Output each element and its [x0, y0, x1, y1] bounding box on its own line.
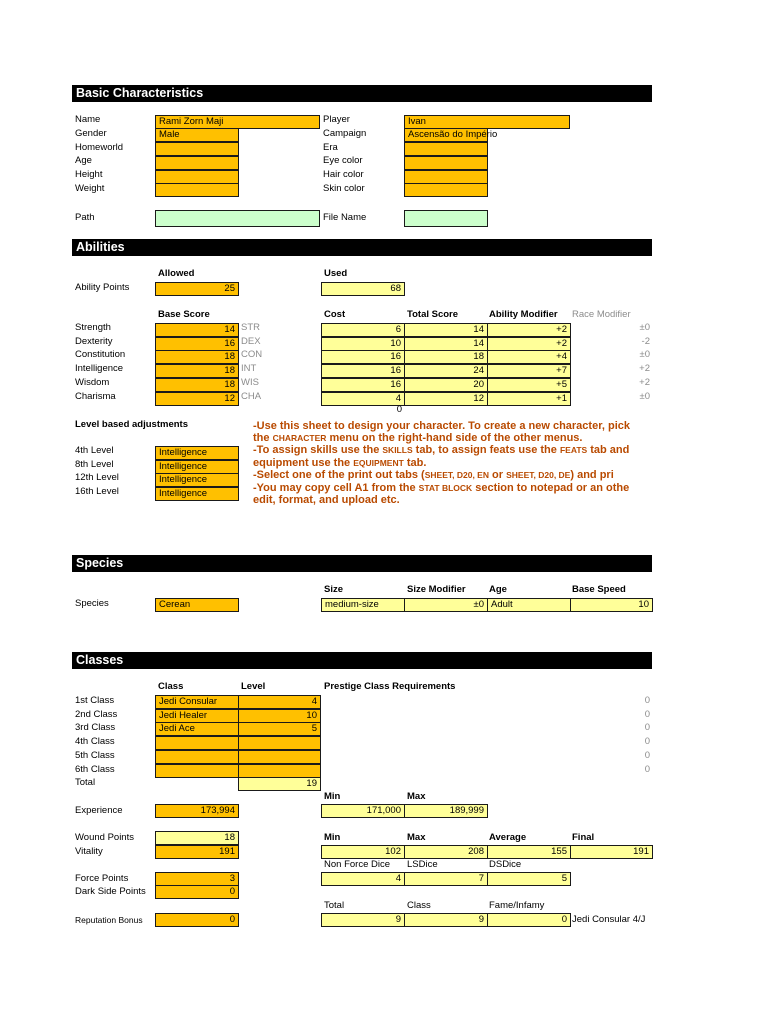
weight-field[interactable] — [155, 183, 239, 197]
allowed-header: Allowed — [158, 268, 195, 279]
ability-total-score: 14 — [404, 337, 488, 351]
era-field[interactable] — [404, 142, 488, 156]
ability-abbreviation: CHA — [241, 390, 262, 402]
experience-max: 189,999 — [404, 804, 488, 818]
instruction-text: tab. — [403, 457, 427, 469]
ability-base-score[interactable]: 18 — [155, 350, 239, 364]
ability-abbreviation: STR — [241, 322, 260, 333]
ability-points-label: Ability Points — [75, 282, 130, 293]
class-slot-label: 6th Class — [75, 763, 115, 775]
ability-total-score: 20 — [404, 378, 488, 392]
dark-side-points-label: Dark Side Points — [75, 886, 146, 897]
ability-name: Constitution — [75, 349, 126, 361]
age-label: Age — [75, 155, 92, 166]
instruction-text: -Use this sheet to design your character. To create a new character, pick — [253, 420, 630, 432]
ability-cost: 16 — [321, 378, 405, 392]
ability-modifier: +2 — [487, 323, 571, 337]
age-header: Age — [489, 584, 507, 595]
wound-points-value: 18 — [155, 831, 239, 845]
level-adjustments-label: Level based adjustments — [75, 419, 188, 430]
class-slot-label: 5th Class — [75, 749, 115, 761]
instruction-text: or — [488, 469, 507, 481]
race-modifier: ±0 — [639, 349, 650, 361]
instruction-text: section to notepad or an othe — [472, 482, 630, 494]
campaign-label: Campaign — [323, 128, 367, 139]
ls-dice-header: LSDice — [407, 859, 438, 870]
prestige-requirement-value: 0 — [644, 763, 650, 775]
reputation-total-header: Total — [324, 900, 345, 911]
instruction-text: -You may copy cell A1 from the — [253, 482, 419, 494]
non-force-dice-header: Non Force Dice — [324, 859, 390, 870]
homeworld-field[interactable] — [155, 142, 239, 156]
ability-name: Charisma — [75, 390, 116, 402]
experience-label: Experience — [75, 805, 123, 816]
ability-total-score: 12 — [404, 392, 488, 406]
ability-abbreviation: DEX — [241, 335, 261, 347]
gender-label: Gender — [75, 128, 107, 139]
fame-infamy-header: Fame/Infamy — [489, 900, 545, 911]
experience-field[interactable]: 173,994 — [155, 804, 239, 818]
class-select[interactable] — [155, 736, 239, 750]
prestige-requirement-value: 0 — [644, 722, 650, 734]
vitality-label: Vitality — [75, 846, 103, 857]
class-slot-label: 2nd Class — [75, 708, 118, 720]
class-slot-label: 1st Class — [75, 695, 115, 706]
instruction-line-1 — [253, 420, 653, 433]
exp-min-header: Min — [324, 791, 341, 802]
ability-cost: 4 — [321, 392, 405, 406]
ability-total-score: 14 — [404, 323, 488, 337]
force-points-field[interactable]: 3 — [155, 872, 239, 886]
base-speed-field: 10 — [570, 598, 653, 612]
class-select[interactable]: Jedi Healer — [155, 709, 239, 723]
vitality-average: 155 — [487, 845, 571, 859]
class-select[interactable]: Jedi Consular — [155, 695, 239, 709]
age-category-field: Adult — [487, 598, 571, 612]
section-header-basic: Basic Characteristics — [72, 85, 652, 102]
class-level-field[interactable]: 4 — [238, 695, 321, 709]
ability-cost: 10 — [321, 337, 405, 351]
instruction-text: ) and pri — [570, 469, 614, 481]
homeworld-label: Homeworld — [75, 142, 124, 153]
level-adjustment-select[interactable]: Intelligence — [155, 487, 239, 501]
ability-abbreviation: INT — [241, 363, 257, 375]
dark-side-points-field[interactable]: 0 — [155, 885, 239, 899]
ability-abbreviation: CON — [241, 349, 263, 361]
level-adjustment-label: 4th Level — [75, 445, 114, 456]
level-adjustment-select[interactable]: Intelligence — [155, 473, 239, 487]
ability-modifier: +4 — [487, 350, 571, 364]
class-slot-label: 3rd Class — [75, 722, 116, 734]
vitality-final-header: Final — [572, 832, 595, 843]
race-modifier-header: Race Modifier — [572, 309, 631, 320]
ability-points-allowed[interactable]: 25 — [155, 282, 239, 296]
ability-cost: 16 — [321, 350, 405, 364]
age-field[interactable] — [155, 156, 239, 170]
race-modifier: ±0 — [639, 390, 650, 402]
instruction-text: -To assign skills use the — [253, 444, 383, 456]
reputation-bonus-label: Reputation Bonus — [75, 915, 143, 925]
ability-base-score[interactable]: 18 — [155, 364, 239, 378]
species-label: Species — [75, 598, 109, 609]
ds-dice-header: DSDice — [489, 859, 522, 870]
ability-modifier: +7 — [487, 364, 571, 378]
player-label: Player — [323, 114, 350, 125]
vitality-max-header: Max — [407, 832, 426, 843]
vitality-field[interactable]: 191 — [155, 845, 239, 859]
ability-total-score: 18 — [404, 350, 488, 364]
class-level-field[interactable] — [238, 736, 321, 750]
ability-zero-value: 0 — [396, 404, 402, 415]
prestige-requirement-value: 0 — [644, 736, 650, 748]
race-modifier: +2 — [639, 376, 650, 388]
wound-points-label: Wound Points — [75, 832, 134, 843]
prestige-requirement-value: 0 — [644, 749, 650, 761]
weight-label: Weight — [75, 183, 105, 194]
class-slot-label: 4th Class — [75, 736, 115, 748]
ability-cost: 16 — [321, 364, 405, 378]
instruction-text: edit, format, and upload etc. — [253, 494, 400, 506]
species-field[interactable]: Cerean — [155, 598, 239, 612]
height-label: Height — [75, 169, 103, 180]
name-field[interactable]: Rami Zorn Maji — [155, 115, 320, 129]
race-modifier: ±0 — [639, 322, 650, 333]
hair-color-field[interactable] — [404, 170, 488, 184]
instruction-text: -Select one of the print out tabs ( — [253, 469, 425, 481]
path-label: Path — [75, 212, 95, 223]
ls-dice-value: 7 — [404, 872, 488, 886]
force-points-label: Force Points — [75, 873, 129, 884]
tab-name: SHEET, D20, DE — [506, 470, 571, 480]
ability-name: Strength — [75, 322, 111, 333]
reputation-total-value: 9 — [321, 913, 405, 927]
campaign-field[interactable]: Ascensão do Império — [404, 128, 488, 142]
used-header: Used — [324, 268, 348, 279]
class-select[interactable] — [155, 764, 239, 778]
reputation-bonus-field[interactable]: 0 — [155, 913, 239, 927]
level-adjustment-select[interactable]: Intelligence — [155, 446, 239, 460]
ability-base-score[interactable]: 12 — [155, 392, 239, 406]
class-level-field[interactable]: 5 — [238, 722, 321, 736]
ability-modifier: +2 — [487, 337, 571, 351]
level-header: Level — [241, 681, 266, 692]
instruction-text: tab, to assign feats use the — [412, 444, 560, 456]
tab-name: EQUIPMENT — [353, 458, 404, 468]
size-header: Size — [324, 584, 344, 595]
prestige-requirement-value: 0 — [644, 708, 650, 720]
instruction-line-7 — [253, 494, 653, 507]
fame-infamy-value: 0 — [487, 913, 571, 927]
non-force-dice-value: 4 — [321, 872, 405, 886]
exp-max-header: Max — [407, 791, 426, 802]
experience-min: 171,000 — [321, 804, 405, 818]
section-header-species: Species — [72, 555, 652, 572]
size-modifier-field: ±0 — [404, 598, 488, 612]
class-summary-text: Jedi Consular 4/J — [572, 914, 646, 925]
instruction-line-2 — [253, 432, 653, 445]
race-modifier: +2 — [639, 363, 650, 375]
section-header-classes: Classes — [72, 652, 652, 669]
ability-abbreviation: WIS — [241, 376, 259, 388]
race-modifier: -2 — [641, 335, 650, 347]
reputation-class-value: 9 — [404, 913, 488, 927]
vitality-min-header: Min — [324, 832, 341, 843]
class-total-value: 19 — [238, 777, 321, 791]
ds-dice-value: 5 — [487, 872, 571, 886]
ability-name: Dexterity — [75, 335, 113, 347]
ability-name: Wisdom — [75, 376, 110, 388]
name-label: Name — [75, 114, 101, 125]
level-adjustment-label: 12th Level — [75, 472, 119, 484]
ability-modifier: +5 — [487, 378, 571, 392]
instruction-text: equipment use the — [253, 457, 354, 469]
level-adjustment-label: 8th Level — [75, 458, 114, 470]
ability-base-score[interactable]: 14 — [155, 323, 239, 337]
section-header-abilities: Abilities — [72, 239, 652, 256]
instruction-line-5 — [253, 469, 653, 482]
instruction-text: tab and — [587, 444, 630, 456]
ability-modifier: +1 — [487, 392, 571, 406]
level-adjustment-label: 16th Level — [75, 485, 119, 497]
prestige-requirement-value: 0 — [644, 695, 650, 706]
vitality-max: 208 — [404, 845, 488, 859]
gender-field[interactable]: Male — [155, 128, 239, 142]
vitality-average-header: Average — [489, 832, 527, 843]
class-level-field[interactable]: 10 — [238, 709, 321, 723]
class-header: Class — [158, 681, 184, 692]
size-modifier-header: Size Modifier — [407, 584, 466, 595]
vitality-final: 191 — [570, 845, 653, 859]
prestige-requirements-header: Prestige Class Requirements — [324, 681, 456, 692]
tab-name: SKILLS — [382, 445, 413, 455]
instruction-text: the — [253, 432, 273, 444]
hair-color-label: Hair color — [323, 169, 364, 180]
ability-base-score[interactable]: 16 — [155, 337, 239, 351]
size-field: medium-size — [321, 598, 405, 612]
base-score-header: Base Score — [158, 309, 210, 320]
class-total-label: Total — [75, 777, 96, 788]
ability-name: Intelligence — [75, 363, 124, 375]
cost-header: Cost — [324, 309, 346, 320]
instruction-text: menu on the right-hand side of the other menus. — [326, 432, 583, 444]
instruction-line-6 — [253, 482, 653, 495]
ability-points-used: 68 — [321, 282, 405, 296]
vitality-min: 102 — [321, 845, 405, 859]
era-label: Era — [323, 142, 338, 153]
file-name-field[interactable] — [404, 210, 488, 227]
eye-color-field[interactable] — [404, 156, 488, 170]
tab-name: FEATS — [559, 445, 588, 455]
section-name: STAT BLOCK — [418, 483, 473, 493]
instruction-line-3 — [253, 444, 653, 457]
eye-color-label: Eye color — [323, 155, 363, 166]
height-field[interactable] — [155, 170, 239, 184]
path-field[interactable] — [155, 210, 320, 227]
player-field[interactable]: Ivan — [404, 115, 570, 129]
ability-base-score[interactable]: 18 — [155, 378, 239, 392]
tab-name: SHEET, D20, EN — [424, 470, 489, 480]
level-adjustment-select[interactable]: Intelligence — [155, 460, 239, 474]
file-name-label: File Name — [323, 212, 367, 223]
base-speed-header: Base Speed — [572, 584, 626, 595]
instruction-line-4 — [253, 457, 653, 470]
reputation-class-header: Class — [407, 900, 431, 911]
skin-color-label: Skin color — [323, 183, 365, 194]
total-score-header: Total Score — [407, 309, 459, 320]
class-select[interactable] — [155, 750, 239, 764]
class-level-field[interactable] — [238, 764, 321, 778]
class-level-field[interactable] — [238, 750, 321, 764]
ability-total-score: 24 — [404, 364, 488, 378]
ability-cost: 6 — [321, 323, 405, 337]
ability-modifier-header: Ability Modifier — [489, 309, 558, 320]
class-select[interactable]: Jedi Ace — [155, 722, 239, 736]
skin-color-field[interactable] — [404, 183, 488, 197]
menu-name: CHARACTER — [272, 433, 327, 443]
